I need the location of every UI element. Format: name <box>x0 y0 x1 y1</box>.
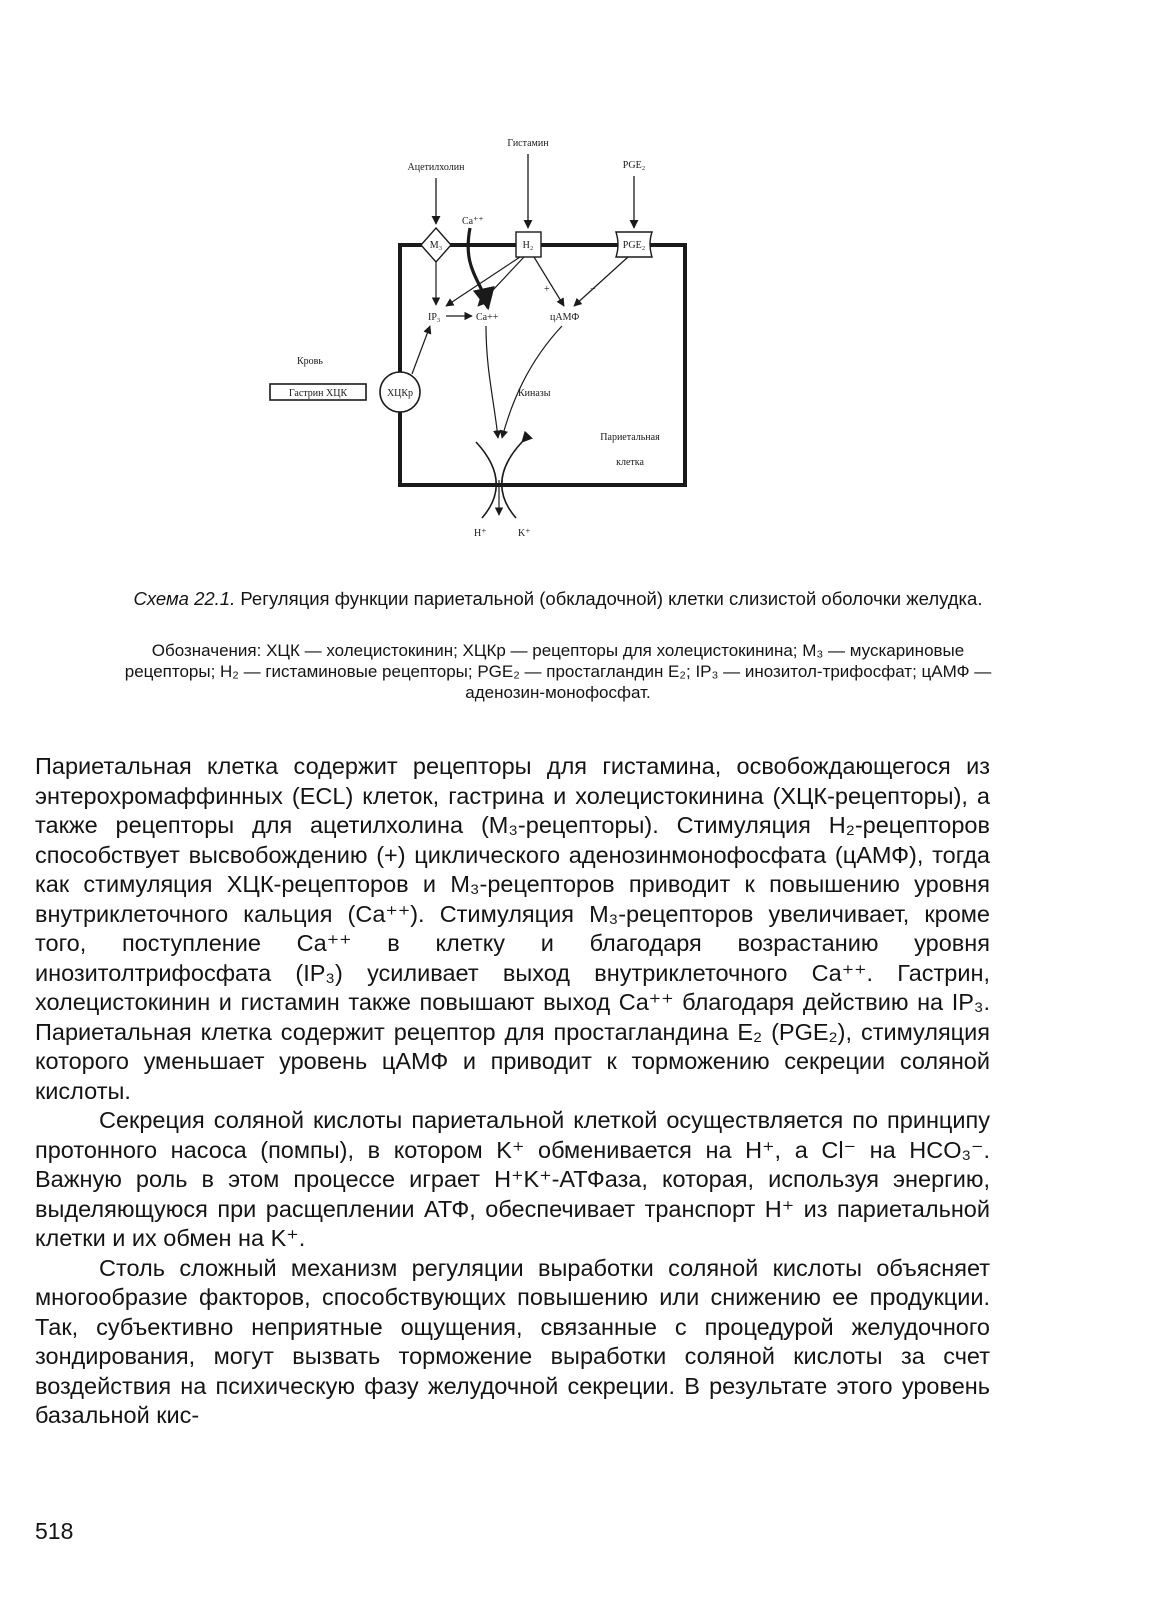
label-minus: − <box>590 284 596 295</box>
label-h-plus: H⁺ <box>474 528 487 539</box>
arrow-ca-kinases <box>486 326 498 438</box>
figure-caption <box>108 588 1008 609</box>
label-gastrin-cck: Гастрин ХЦК <box>288 388 348 399</box>
label-parietal-cell-1: Париетальная <box>600 432 660 443</box>
paragraph-3: Столь сложный механизм регуляции выработки соляной кислоты объясняет многообразие факторов, способствующих повышению или снижению ее продукции. Так, субъективно неприятные ощущения, связанные с процедурой желудочного зондирования, могут вызвать торможение выработки соляной кислоты за счет воздействия на психическую фазу желудочной секреции. В результате этого уровень базальной кис- <box>35 1254 990 1428</box>
arrow-h2-ip3 <box>446 257 520 306</box>
cell-membrane <box>400 245 685 485</box>
body-text <box>35 752 990 1431</box>
label-plus: + <box>544 284 550 295</box>
label-camp: цАМФ <box>550 312 580 323</box>
label-histamine: Гистамин <box>507 138 549 149</box>
ca-influx-path <box>468 228 488 308</box>
arrow-h2-camp <box>534 257 564 306</box>
figure-legend: Обозначения: ХЦК — холецистокинин; ХЦКр — рецепторы для холецистокинина; M₃ — мускариновые рецепторы; H₂ — гистаминовые рецепторы; PGE₂ — простагландин E₂; IP₃ — инозитол-трифосфат; цАМФ — аденозин-монофосфат. <box>124 641 992 702</box>
diagram-svg <box>250 120 750 560</box>
paragraph-1: Париетальная клетка содержит рецепторы для гистамина, освобождающегося из энтерохромаффинных (ECL) клеток, гастрина и холецистокинина (ХЦК-рецепторы), а также рецепторы для ацетилхолина (M₃-рецепторы). Стимуляция H₂-рецепторов способствует высвобождению (+) циклического аденозинмонофосфата (цАМФ), тогда как стимуляция ХЦК-рецепторов и M₃-рецепторов приводит к повышению уровня внутриклеточного кальция (Ca⁺⁺). Стимуляция M₃-рецепторов увеличивает, кроме того, поступление Ca⁺⁺ в клетку и благодаря возрастанию уровня инозитолтрифосфата (IP₃) усиливает выход внутриклеточного Ca⁺⁺. Гастрин, холецистокинин и гистамин также повышают выход Ca⁺⁺ благодаря действию на IP₃. Париетальная клетка содержит рецептор для простагландина E₂ (PGE₂), стимуляция которого уменьшает уровень цАМФ и приводит к торможению секреции соляной кислоты. <box>35 753 990 1104</box>
parietal-cell-diagram <box>250 120 750 560</box>
caption-title: Регуляция функции париетальной (обкладочной) клетки слизистой оболочки желудка. <box>240 588 983 609</box>
caption-lead: Схема 22.1. <box>133 588 236 609</box>
pump-curve-left <box>476 442 496 518</box>
label-acetylcholine: Ацетилхолин <box>407 162 465 173</box>
paragraph-2: Секреция соляной кислоты париетальной клеткой осуществляется по принципу протонного насоса (помпы), в котором K⁺ обменивается на H⁺, а Cl⁻ на HCO₃⁻. Важную роль в этом процессе играет H⁺K⁺-АТФаза, которая, используя энергию, выделяющуюся при расщеплении АТФ, обеспечивает транспорт H⁺ из париетальной клетки и их обмен на K⁺. <box>35 1107 990 1251</box>
label-kinases: Киназы <box>518 388 551 399</box>
label-cck-receptor: ХЦКр <box>386 388 414 399</box>
label-h2: H₂ <box>522 240 534 251</box>
pump-curve-right <box>502 442 522 518</box>
label-m3: M₃ <box>429 240 443 251</box>
arrow-cck-ip3 <box>412 326 430 374</box>
arrow-camp-kinases <box>502 326 562 438</box>
label-ca-in: Ca⁺⁺ <box>462 216 484 227</box>
label-ip3: IP₃ <box>428 312 441 323</box>
label-pge-receptor: PGE₂ <box>622 240 646 251</box>
label-ca-pp: Ca++ <box>476 312 499 323</box>
label-parietal-cell-2: клетка <box>616 457 644 468</box>
label-pge-top: PGE₂ <box>622 160 646 171</box>
page-number: 518 <box>35 1518 74 1544</box>
label-blood: Кровь <box>297 356 323 367</box>
arrow-pge-camp <box>574 257 628 306</box>
arrow-h2-ca <box>478 257 524 306</box>
label-k-plus: K⁺ <box>518 528 531 539</box>
